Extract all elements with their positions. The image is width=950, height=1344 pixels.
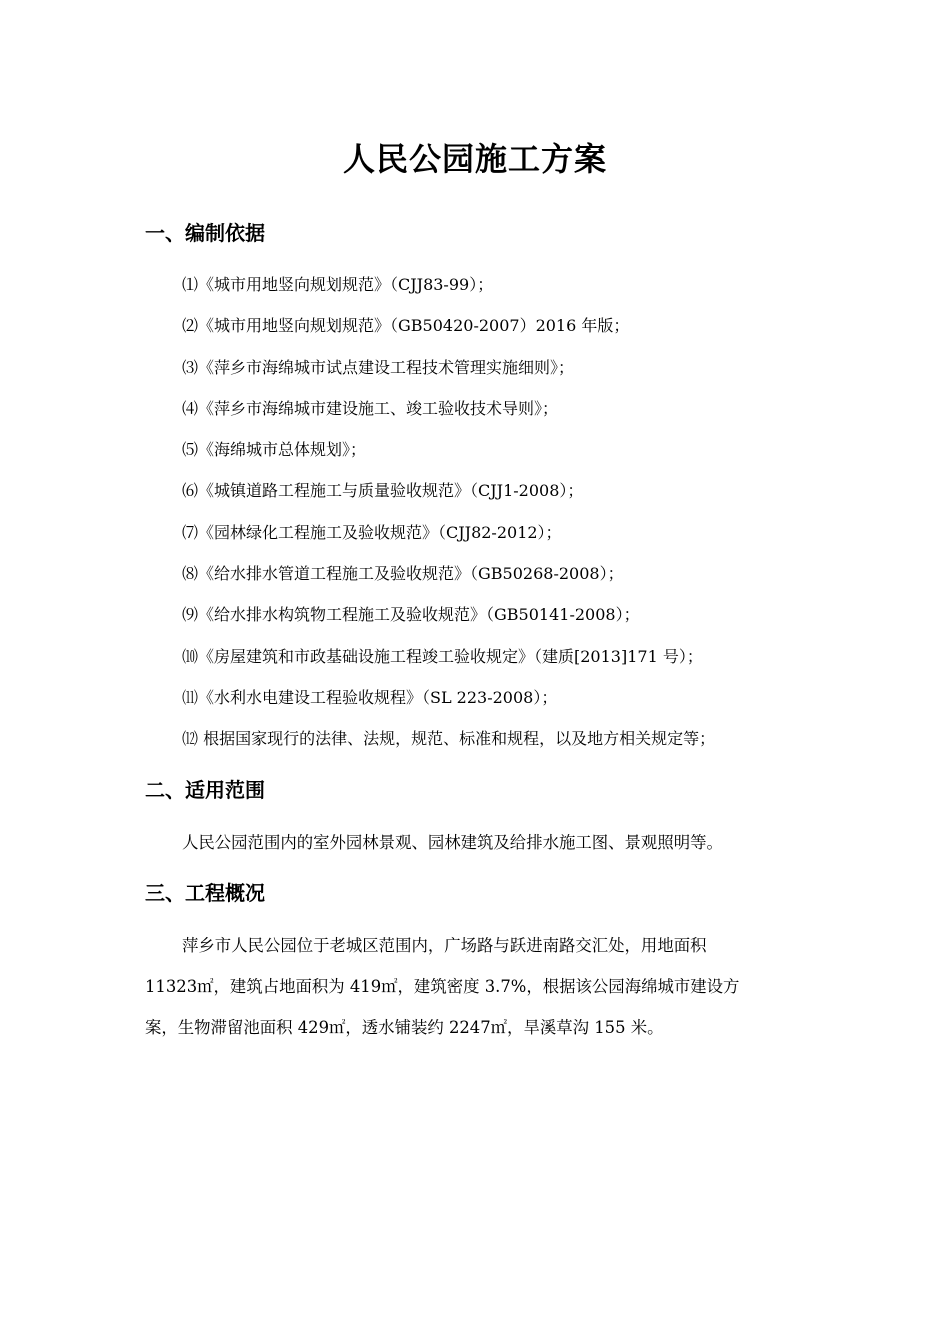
list-item: ⑽《房屋建筑和市政基础设施工程竣工验收规定》（建质[2013]171 号）；	[182, 646, 703, 666]
scope-paragraph: 人民公园范围内的室外园林景观、园林建筑及给排水施工图、景观照明等。	[182, 833, 723, 852]
list-item: ⑵《城市用地竖向规划规范》（GB50420-2007）2016 年版；	[182, 316, 630, 336]
list-item: ⑾《水利水电建设工程验收规程》（SL 223-2008）；	[182, 687, 558, 707]
section-heading-scope: 二、适用范围	[145, 778, 265, 802]
section-heading-overview: 三、工程概况	[145, 881, 265, 905]
list-item: ⑿ 根据国家现行的法律、法规，规范、标准和规程，以及地方相关规定等；	[182, 729, 716, 749]
section-heading-basis: 一、编制依据	[145, 221, 265, 245]
overview-line: 案，生物滞留池面积 429㎡，透水铺装约 2247㎡，旱溪草沟 155 米。	[145, 1018, 664, 1037]
document-title: 人民公园施工方案	[342, 140, 607, 178]
list-item: ⑶《萍乡市海绵城市试点建设工程技术管理实施细则》；	[182, 357, 575, 377]
reference-list	[182, 270, 715, 766]
list-item: ⑴《城市用地竖向规划规范》（CJJ83-99）；	[182, 275, 494, 294]
overview-paragraph	[145, 925, 815, 1048]
overview-line: 11323㎡，建筑占地面积为 419㎡，建筑密度 3.7%，根据该公园海绵城市建设方	[145, 977, 740, 996]
list-item: ⑸《海绵城市总体规划》；	[182, 440, 367, 460]
list-item: ⑻《给水排水管道工程施工及验收规范》（GB50268-2008）；	[182, 564, 624, 584]
list-item: ⑹《城镇道路工程施工与质量验收规范》（CJJ1-2008）；	[182, 481, 584, 501]
list-item: ⑷《萍乡市海绵城市建设施工、竣工验收技术导则》；	[182, 398, 559, 418]
list-item: ⑼《给水排水构筑物工程施工及验收规范》（GB50141-2008）；	[182, 605, 640, 625]
overview-line: 萍乡市人民公园位于老城区范围内，广场路与跃进南路交汇处，用地面积	[182, 936, 707, 955]
list-item: ⑺《园林绿化工程施工及验收规范》（CJJ82-2012）；	[182, 522, 562, 542]
